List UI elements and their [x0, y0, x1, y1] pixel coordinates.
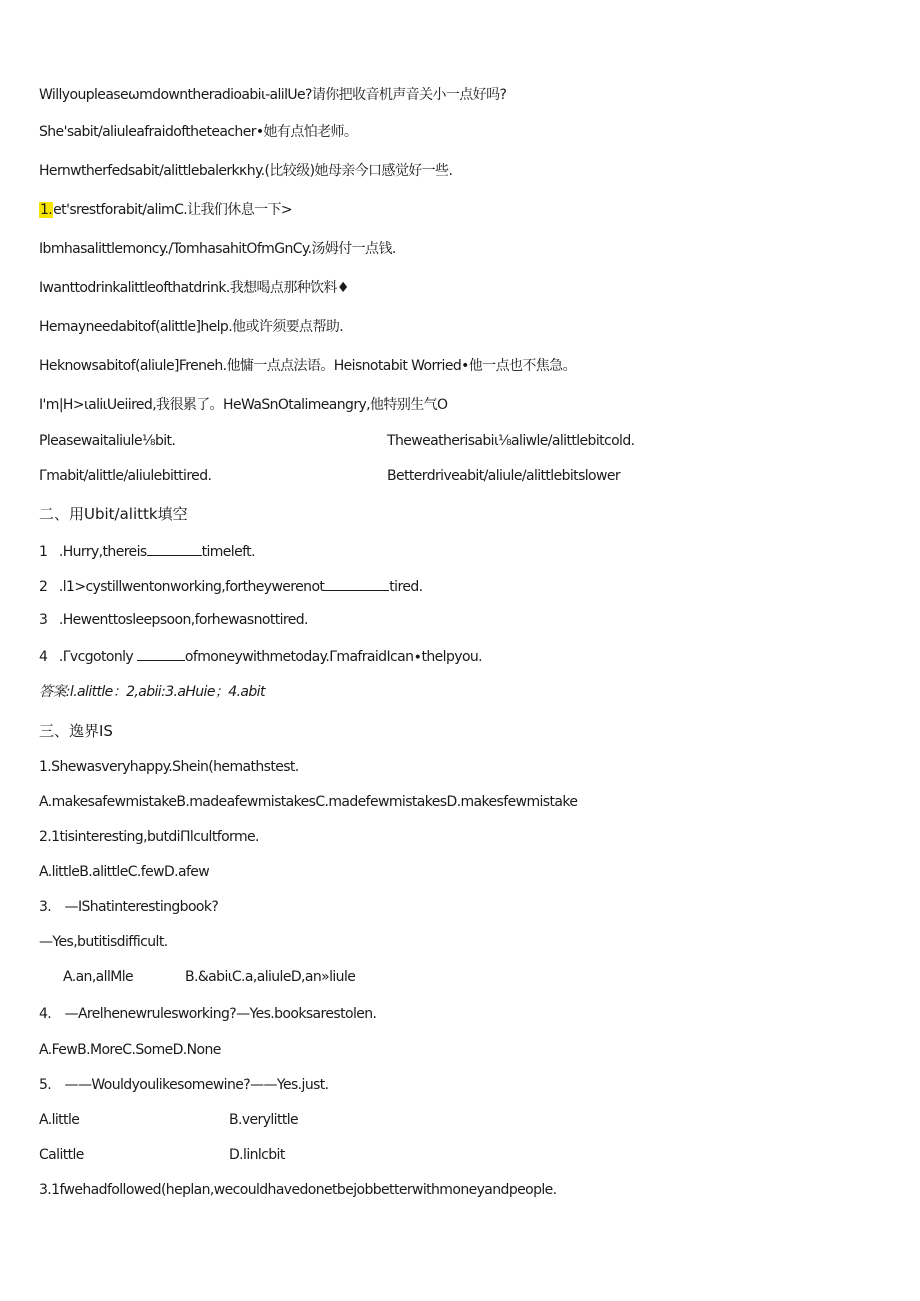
pair-1-right: Theweatherisabiι⅛aliwle/alittlebitcold.: [387, 433, 635, 449]
question-5: 5. ——Wouldyoulikesomewine?——Yes.just.: [39, 1077, 329, 1093]
example-line-8: Heknowsabitof(aliule]Freneh.他慵一点点法语。Heisnotabit Worried•他一点也不焦急。: [39, 358, 576, 374]
fill-item-1: [39, 541, 255, 561]
question-4-options: A.FewB.MoreC.SomeD.None: [39, 1042, 221, 1058]
answer-blank: [147, 541, 202, 556]
pair-2-right: Betterdriveabit/aliule/alittlebitslower: [387, 468, 621, 484]
fill-item-4: [39, 646, 482, 666]
pair-1-left: Pleasewaitaliule⅛bit.: [39, 433, 176, 449]
item-number: 1: [39, 544, 48, 560]
item-number: 4: [39, 649, 48, 665]
question-5-option-c: Calittle: [39, 1147, 84, 1163]
example-line-4: [39, 201, 292, 219]
question-6: 3.1fwehadfollowed(heplan,wecouldhavedonetbejobbetterwithmoneyandpeople.: [39, 1182, 557, 1198]
question-5-option-d: D.linlcbit: [229, 1147, 285, 1163]
question-1-options: A.makesafewmistakeB.madeafewmistakesC.madefewmistakesD.makesfewmistake: [39, 794, 578, 810]
item-number: 2: [39, 579, 48, 595]
item-text-after: timeleft.: [201, 544, 255, 560]
example-line-2: She'sabit/aliuleafraidoftheteacher•她有点怕老师。: [39, 124, 358, 140]
example-line-5: Ibmhasalittlemoncy./TomhasahitOfmGnCy.汤姆付一点钱.: [39, 241, 396, 257]
section-2-title: 二、用Ubit/alittk填空: [39, 505, 188, 523]
answer-blank: [137, 646, 185, 661]
example-line-1: Willyoupleaseωmdowntheradioabiι-alilUe?请你把收音机声音关小一点好吗?: [39, 87, 507, 103]
example-line-9: I'm|H>ιaliιUeiired,我很累了。HeWaSnOtalimeangry,他特别生气O: [39, 397, 448, 413]
item-text-before: .l1>cystillwentonworking,fortheywerenot: [58, 579, 325, 595]
item-text-after: ofmoneywithmetoday.ΓmafraidIcan∙thelpyou.: [184, 649, 483, 665]
example-line-4-text: et'srestforabit/alimC.让我们休息一下>: [53, 202, 293, 218]
answer-key: 答案:l.alittle：2,abii:3.aHuie；4.abit: [39, 684, 265, 700]
item-text-after: tired.: [389, 579, 423, 595]
question-5-option-a: A.little: [39, 1112, 80, 1128]
question-2: 2.1tisinteresting,butdiΠlcultforme.: [39, 829, 259, 845]
item-number: 3: [39, 612, 48, 628]
item-text-before: .Hewenttosleepsoon,forhewasnottired.: [58, 612, 308, 628]
question-3: 3. —IShatinterestingbook?: [39, 899, 219, 915]
example-line-6: Iwanttodrinkalittleofthatdrink.我想喝点那种饮料♦: [39, 280, 349, 296]
question-1: 1.Shewasveryhappy.Shein(hemathstest.: [39, 759, 299, 775]
question-2-options: A.littleB.alittleC.fewD.afew: [39, 864, 210, 880]
example-line-3: Hernwtherfedsabit/alittlebalerkκhy.(比较级)她母亲今口感觉好一些.: [39, 163, 453, 179]
question-3-reply: —Yes,butitisdifficult.: [39, 934, 168, 950]
item-text-before: .Hurry,thereis: [58, 544, 147, 560]
highlight-mark: 1.: [40, 202, 53, 218]
fill-item-2: [39, 576, 422, 596]
question-4: 4. —Arelhenewrulesworking?—Yes.booksarestolen.: [39, 1006, 377, 1022]
question-3-option-bcd: B.&abiιC.a,aliuleD,an»liule: [185, 969, 356, 985]
item-text-before: .Γvcgotonly: [58, 649, 134, 665]
pair-2-left: Γmabit/alittle/aliulebittired.: [39, 468, 212, 484]
question-5-option-b: B.verylittle: [229, 1112, 299, 1128]
answer-blank: [324, 576, 389, 591]
section-3-title: 三、逸界IS: [39, 722, 113, 740]
example-line-7: Hemayneedabitof(alittle]help.他或许须要点帮助.: [39, 319, 344, 335]
fill-item-3: [39, 611, 308, 629]
question-3-option-a: A.an,allMle: [63, 969, 134, 985]
